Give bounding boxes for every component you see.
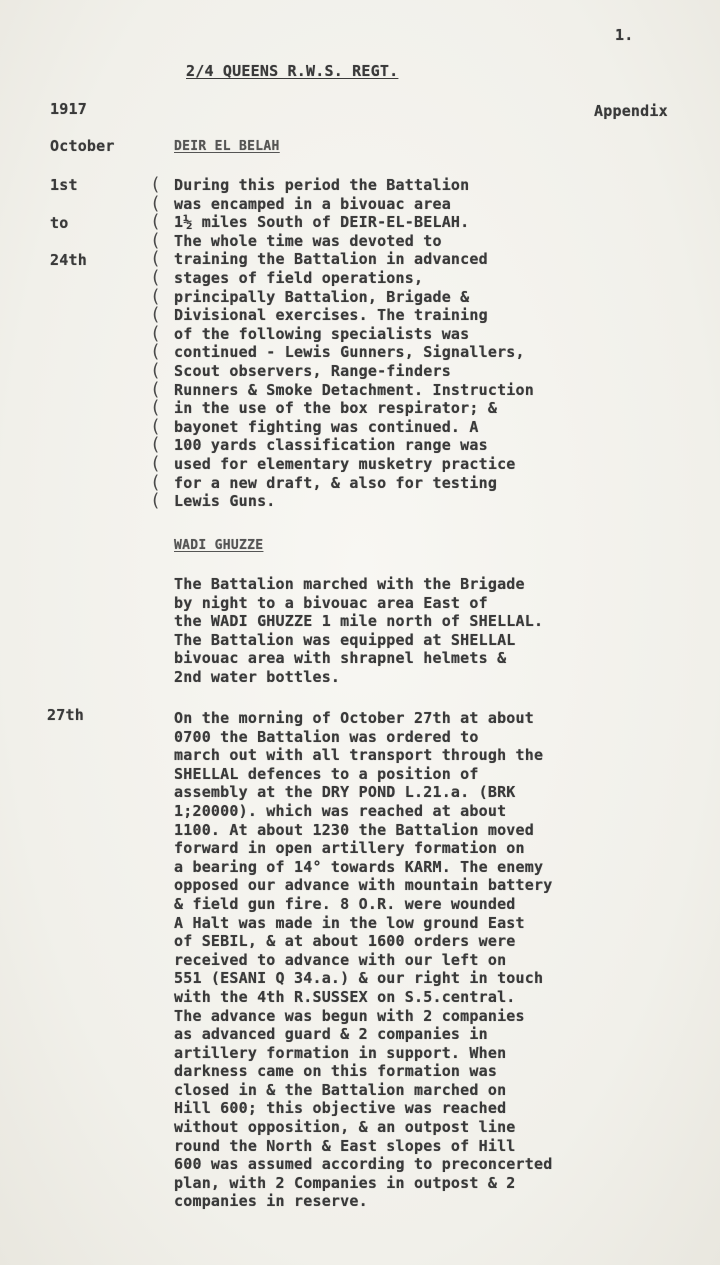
- page-number: 1.: [615, 26, 634, 44]
- month-label: October: [50, 137, 115, 155]
- entry-text-27th: On the morning of October 27th at about 0700 the Battalion was ordered to march out with all transport through the SHELLAL defences to a position of assembly at the DRY POND L.21.a. (BRK 1;20000). which was reached at about 1100. At about 1230 the Battalion moved forward in open artillery formation on a bearing of 14° towards KARM. The enemy opposed our advance with mountain battery & field gun fire. 8 O.R. were wounded A Halt was made in the low ground East of SEBIL, & at about 1600 orders were received to advance with our left on 551 (ESANI Q 34.a.) & our right in touch with the 4th R.SUSSEX on S.5.central. The advance was begun with 2 companies as advanced guard & 2 companies in artillery formation in support. When darkness came on this formation was closed in & the Battalion marched on Hill 600; this objective was reached without opposition, & an outpost line round the North & East slopes of Hill 600 was assumed according to preconcerted plan, with 2 Companies in outpost & 2 companies in reserve.: [174, 709, 553, 1211]
- year-label: 1917: [50, 100, 87, 118]
- date-to: to: [50, 214, 69, 232]
- date-end: 24th: [50, 251, 87, 269]
- place-heading-deir-el-belah: DEIR EL BELAH: [174, 139, 280, 154]
- unit-heading: 2/4 QUEENS R.W.S. REGT.: [186, 62, 399, 80]
- entry-text-wadi-ghuzze: The Battalion marched with the Brigade by night to a bivouac area East of the WADI GHUZZE 1 mile north of SHELLAL. The Battalion was equipped at SHELLAL bivouac area with shrapnel helmets & 2nd water bottles.: [174, 575, 544, 686]
- place-heading-wadi-ghuzze: WADI GHUZZE: [174, 538, 264, 553]
- date-start: 1st: [50, 176, 78, 194]
- entry-text-deir-el-belah: During this period the Battalion was encamped in a bivouac area 1½ miles South of DEIR-EL-BELAH. The whole time was devoted to training the Battalion in advanced stages of field operations, principally Battalion, Brigade & Divisional exercises. The training of the following specialists was continued - Lewis Gunners, Signallers, Scout observers, Range-finders Runners & Smoke Detachment. Instruction in the use of the box respirator; & bayonet fighting was continued. A 100 yards classification range was used for elementary musketry practice for a new draft, & also for testing Lewis Guns.: [174, 176, 534, 511]
- date-27th: 27th: [47, 706, 84, 724]
- appendix-label: Appendix: [594, 102, 668, 120]
- bracket-mark: ( ( ( ( ( ( ( ( ( ( ( ( ( ( ( ( ( (: [150, 174, 162, 512]
